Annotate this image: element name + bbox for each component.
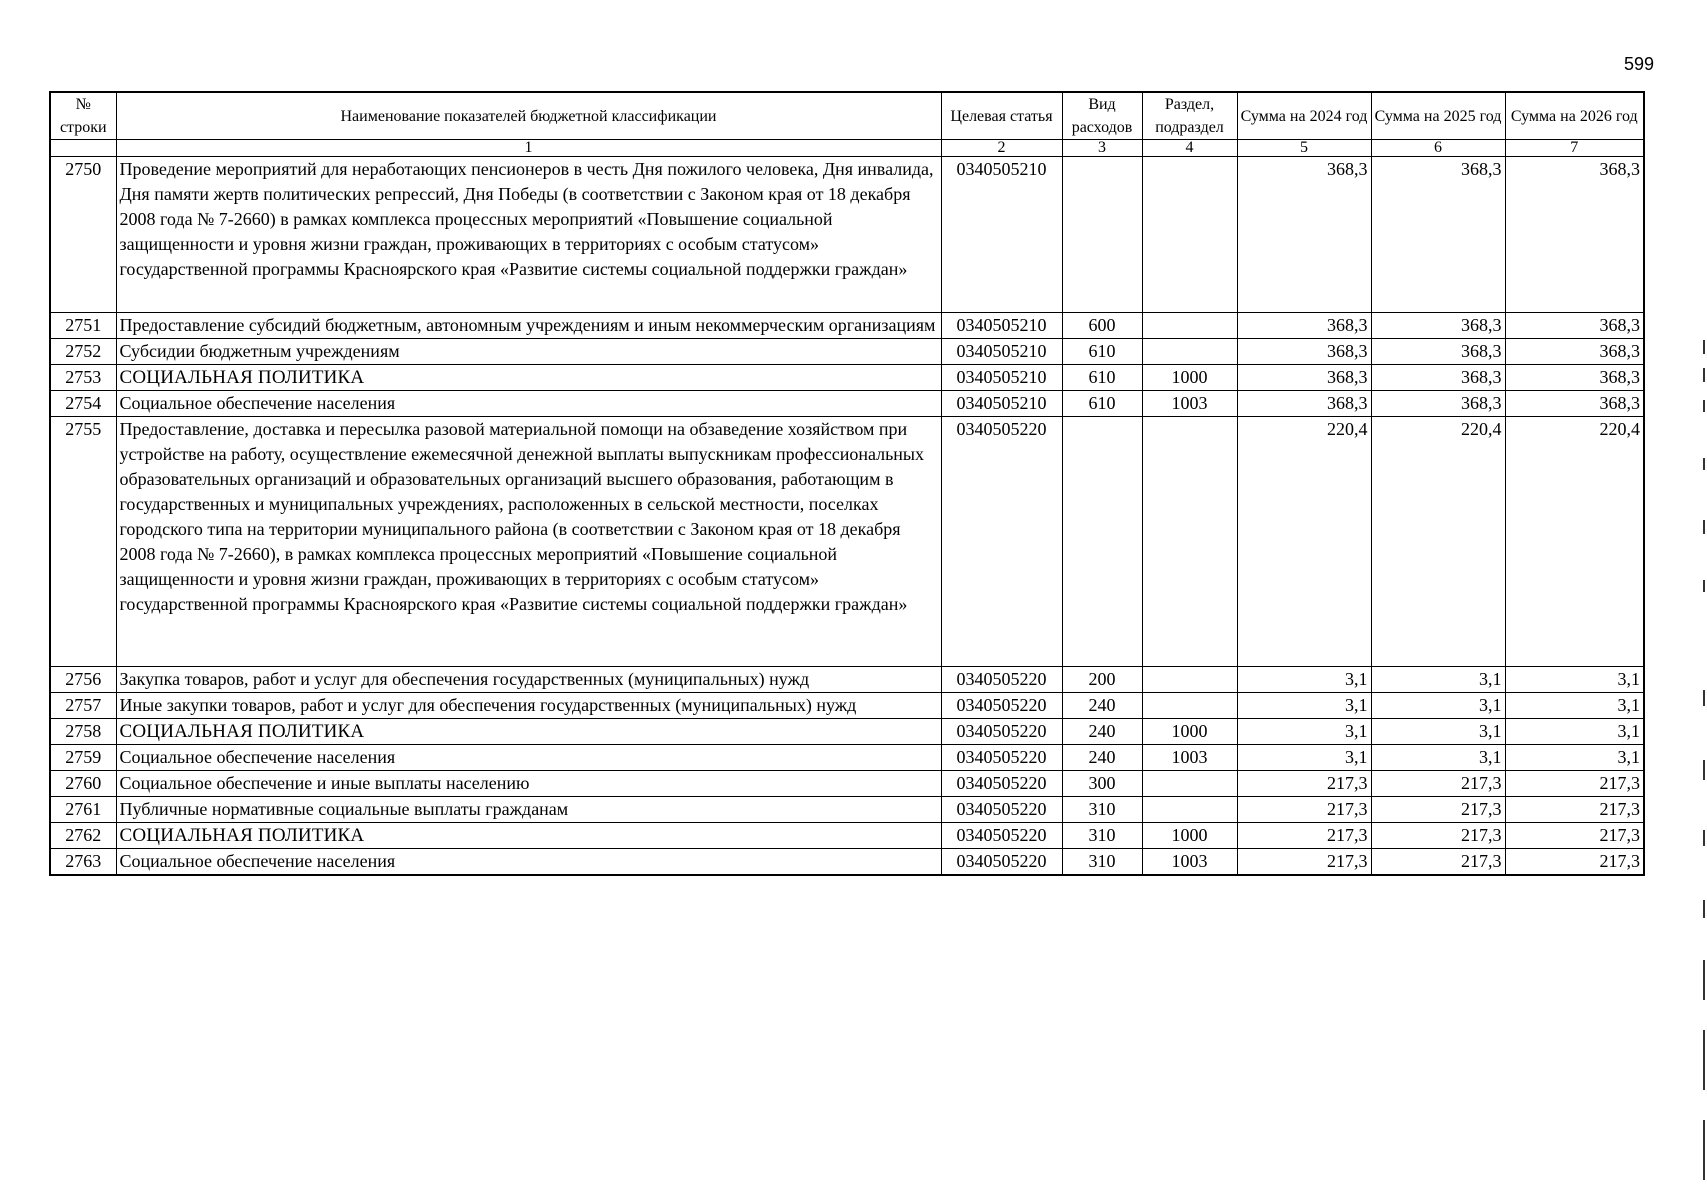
table-row <box>50 391 1644 417</box>
expense-type-cell: 610 <box>1062 339 1142 365</box>
sum-2024-cell: 3,1 <box>1237 719 1371 745</box>
sum-2025-cell: 220,4 <box>1371 417 1505 667</box>
sum-2026-cell: 368,3 <box>1505 157 1644 313</box>
table-row <box>50 417 1644 667</box>
target-article-cell: 0340505220 <box>941 771 1062 797</box>
table-row <box>50 797 1644 823</box>
scan-edge-mark <box>1703 458 1705 470</box>
header-target: Целевая статья <box>941 92 1062 140</box>
table-row <box>50 719 1644 745</box>
target-article-cell: 0340505220 <box>941 719 1062 745</box>
target-article-cell: 0340505220 <box>941 849 1062 876</box>
indicator-name-cell: Социальное обеспечение населения <box>116 745 941 771</box>
target-article-cell: 0340505210 <box>941 157 1062 313</box>
target-article-cell: 0340505220 <box>941 823 1062 849</box>
expense-type-cell: 300 <box>1062 771 1142 797</box>
row-number-cell: 2754 <box>50 391 116 417</box>
sum-2025-cell: 368,3 <box>1371 339 1505 365</box>
sum-2024-cell: 368,3 <box>1237 365 1371 391</box>
sum-2025-cell: 368,3 <box>1371 365 1505 391</box>
section-cell <box>1142 157 1237 313</box>
sum-2026-cell: 217,3 <box>1505 823 1644 849</box>
row-number-cell: 2762 <box>50 823 116 849</box>
header-razdel: Раздел, подраздел <box>1142 92 1237 140</box>
sum-2025-cell: 368,3 <box>1371 157 1505 313</box>
column-number: 5 <box>1237 140 1371 157</box>
column-number: 4 <box>1142 140 1237 157</box>
sum-2024-cell: 217,3 <box>1237 797 1371 823</box>
row-number-cell: 2750 <box>50 157 116 313</box>
expense-type-cell: 600 <box>1062 313 1142 339</box>
indicator-name-cell: Иные закупки товаров, работ и услуг для обеспечения государственных (муниципальных) нужд <box>116 693 941 719</box>
section-cell <box>1142 339 1237 365</box>
section-cell: 1000 <box>1142 719 1237 745</box>
header-sum-2026: Сумма на 2026 год <box>1505 92 1644 140</box>
scan-edge-mark <box>1703 580 1705 592</box>
row-number-cell: 2751 <box>50 313 116 339</box>
indicator-name-cell: Предоставление субсидий бюджетным, автономным учреждениям и иным некоммерческим организациям <box>116 313 941 339</box>
row-number-cell: 2753 <box>50 365 116 391</box>
section-cell: 1003 <box>1142 849 1237 876</box>
sum-2024-cell: 3,1 <box>1237 667 1371 693</box>
column-number: 2 <box>941 140 1062 157</box>
header-vid: Вид расходов <box>1062 92 1142 140</box>
sum-2025-cell: 217,3 <box>1371 771 1505 797</box>
target-article-cell: 0340505210 <box>941 313 1062 339</box>
section-cell <box>1142 313 1237 339</box>
sum-2026-cell: 368,3 <box>1505 313 1644 339</box>
target-article-cell: 0340505220 <box>941 797 1062 823</box>
table-row <box>50 313 1644 339</box>
section-cell <box>1142 417 1237 667</box>
section-cell <box>1142 693 1237 719</box>
sum-2025-cell: 3,1 <box>1371 667 1505 693</box>
indicator-name-cell: Проведение мероприятий для неработающих пенсионеров в честь Дня пожилого человека, Дня инвалида, Дня памяти жертв политических репрессий, Дня Победы (в соответствии с Законом края от 18 декабря 2008 года № 7-2660) в рамках комплекса процессных мероприятий «Повышение социальной защищенности и уровня жизни граждан, проживающих в территориях с особым статусом» государственной программы Красноярского края «Развитие системы социальной поддержки граждан» <box>116 157 941 313</box>
scan-edge-mark <box>1703 960 1705 1000</box>
indicator-name-cell: Социальное обеспечение и иные выплаты населению <box>116 771 941 797</box>
sum-2026-cell: 368,3 <box>1505 391 1644 417</box>
indicator-name-cell: Субсидии бюджетным учреждениям <box>116 339 941 365</box>
table-row <box>50 745 1644 771</box>
target-article-cell: 0340505220 <box>941 667 1062 693</box>
table-row <box>50 667 1644 693</box>
sum-2024-cell: 217,3 <box>1237 849 1371 876</box>
table-row <box>50 339 1644 365</box>
expense-type-cell: 610 <box>1062 391 1142 417</box>
table-row <box>50 157 1644 313</box>
scan-edge-mark <box>1703 340 1705 354</box>
sum-2025-cell: 3,1 <box>1371 745 1505 771</box>
budget-table <box>49 91 1645 876</box>
row-number-cell: 2755 <box>50 417 116 667</box>
target-article-cell: 0340505210 <box>941 391 1062 417</box>
expense-type-cell: 310 <box>1062 823 1142 849</box>
scan-edge-mark <box>1703 520 1705 534</box>
sum-2026-cell: 3,1 <box>1505 745 1644 771</box>
target-article-cell: 0340505210 <box>941 339 1062 365</box>
sum-2026-cell: 3,1 <box>1505 719 1644 745</box>
table-row <box>50 849 1644 876</box>
row-number-cell: 2759 <box>50 745 116 771</box>
section-cell: 1000 <box>1142 365 1237 391</box>
row-number-cell: 2757 <box>50 693 116 719</box>
sum-2025-cell: 3,1 <box>1371 719 1505 745</box>
indicator-name-cell: СОЦИАЛЬНАЯ ПОЛИТИКА <box>116 719 941 745</box>
header-row <box>50 92 1644 140</box>
row-number-cell: 2763 <box>50 849 116 876</box>
expense-type-cell: 310 <box>1062 849 1142 876</box>
sum-2024-cell: 217,3 <box>1237 771 1371 797</box>
sum-2025-cell: 217,3 <box>1371 823 1505 849</box>
header-sum-2024: Сумма на 2024 год <box>1237 92 1371 140</box>
sum-2026-cell: 217,3 <box>1505 771 1644 797</box>
indicator-name-cell: Предоставление, доставка и пересылка разовой материальной помощи на обзаведение хозяйством при устройстве на работу, осуществление ежемесячной денежной выплаты выпускникам профессиональных образовательных организаций и образовательных организаций высшего образования, работающим в государственных и муниципальных учреждениях, расположенных в сельской местности, поселках городского типа на территории муниципального района (в соответствии с Законом края от 18 декабря 2008 года № 7-2660), в рамках комплекса процессных мероприятий «Повышение социальной защищенности и уровня жизни граждан, проживающих в территориях с особым статусом» государственной программы Красноярского края «Развитие системы социальной поддержки граждан» <box>116 417 941 667</box>
scan-edge-mark <box>1703 1120 1705 1180</box>
expense-type-cell <box>1062 417 1142 667</box>
sum-2024-cell: 368,3 <box>1237 339 1371 365</box>
sum-2024-cell: 368,3 <box>1237 391 1371 417</box>
table-row <box>50 823 1644 849</box>
scan-edge-mark <box>1703 400 1705 412</box>
section-cell: 1000 <box>1142 823 1237 849</box>
sum-2026-cell: 368,3 <box>1505 339 1644 365</box>
page-number: 599 <box>1623 54 1654 74</box>
target-article-cell: 0340505220 <box>941 417 1062 667</box>
indicator-name-cell: Социальное обеспечение населения <box>116 849 941 876</box>
scan-edge-mark <box>1703 760 1705 780</box>
target-article-cell: 0340505210 <box>941 365 1062 391</box>
sum-2024-cell: 217,3 <box>1237 823 1371 849</box>
sum-2024-cell: 220,4 <box>1237 417 1371 667</box>
expense-type-cell: 200 <box>1062 667 1142 693</box>
sum-2025-cell: 217,3 <box>1371 849 1505 876</box>
sum-2026-cell: 217,3 <box>1505 797 1644 823</box>
column-number: 1 <box>116 140 941 157</box>
expense-type-cell: 610 <box>1062 365 1142 391</box>
indicator-name-cell: Публичные нормативные социальные выплаты гражданам <box>116 797 941 823</box>
column-number: 3 <box>1062 140 1142 157</box>
indicator-name-cell: Закупка товаров, работ и услуг для обеспечения государственных (муниципальных) нужд <box>116 667 941 693</box>
scan-edge-mark <box>1703 900 1705 918</box>
scan-edge-mark <box>1703 1030 1705 1090</box>
header-row-no: № строки <box>50 92 116 140</box>
expense-type-cell <box>1062 157 1142 313</box>
sum-2025-cell: 3,1 <box>1371 693 1505 719</box>
header-name: Наименование показателей бюджетной классификации <box>116 92 941 140</box>
target-article-cell: 0340505220 <box>941 693 1062 719</box>
table-row <box>50 693 1644 719</box>
indicator-name-cell: СОЦИАЛЬНАЯ ПОЛИТИКА <box>116 365 941 391</box>
section-cell: 1003 <box>1142 745 1237 771</box>
column-number: 7 <box>1505 140 1644 157</box>
sum-2024-cell: 3,1 <box>1237 745 1371 771</box>
indicator-name-cell: Социальное обеспечение населения <box>116 391 941 417</box>
expense-type-cell: 240 <box>1062 745 1142 771</box>
target-article-cell: 0340505220 <box>941 745 1062 771</box>
expense-type-cell: 240 <box>1062 719 1142 745</box>
header-sum-2025: Сумма на 2025 год <box>1371 92 1505 140</box>
row-number-cell: 2761 <box>50 797 116 823</box>
column-number <box>50 140 116 157</box>
section-cell: 1003 <box>1142 391 1237 417</box>
sum-2024-cell: 368,3 <box>1237 313 1371 339</box>
table-row <box>50 771 1644 797</box>
sum-2026-cell: 220,4 <box>1505 417 1644 667</box>
row-number-cell: 2752 <box>50 339 116 365</box>
sum-2026-cell: 217,3 <box>1505 849 1644 876</box>
sum-2026-cell: 3,1 <box>1505 667 1644 693</box>
expense-type-cell: 240 <box>1062 693 1142 719</box>
section-cell <box>1142 667 1237 693</box>
column-number: 6 <box>1371 140 1505 157</box>
section-cell <box>1142 797 1237 823</box>
expense-type-cell: 310 <box>1062 797 1142 823</box>
row-number-cell: 2756 <box>50 667 116 693</box>
scan-edge-mark <box>1703 690 1705 706</box>
sum-2025-cell: 368,3 <box>1371 313 1505 339</box>
sum-2024-cell: 3,1 <box>1237 693 1371 719</box>
sum-2024-cell: 368,3 <box>1237 157 1371 313</box>
sum-2026-cell: 3,1 <box>1505 693 1644 719</box>
sum-2025-cell: 368,3 <box>1371 391 1505 417</box>
section-cell <box>1142 771 1237 797</box>
row-number-cell: 2760 <box>50 771 116 797</box>
scan-edge-mark <box>1703 368 1705 382</box>
sum-2026-cell: 368,3 <box>1505 365 1644 391</box>
indicator-name-cell: СОЦИАЛЬНАЯ ПОЛИТИКА <box>116 823 941 849</box>
row-number-cell: 2758 <box>50 719 116 745</box>
column-numbers-row <box>50 140 1644 157</box>
table-row <box>50 365 1644 391</box>
sum-2025-cell: 217,3 <box>1371 797 1505 823</box>
scan-edge-mark <box>1703 830 1705 846</box>
